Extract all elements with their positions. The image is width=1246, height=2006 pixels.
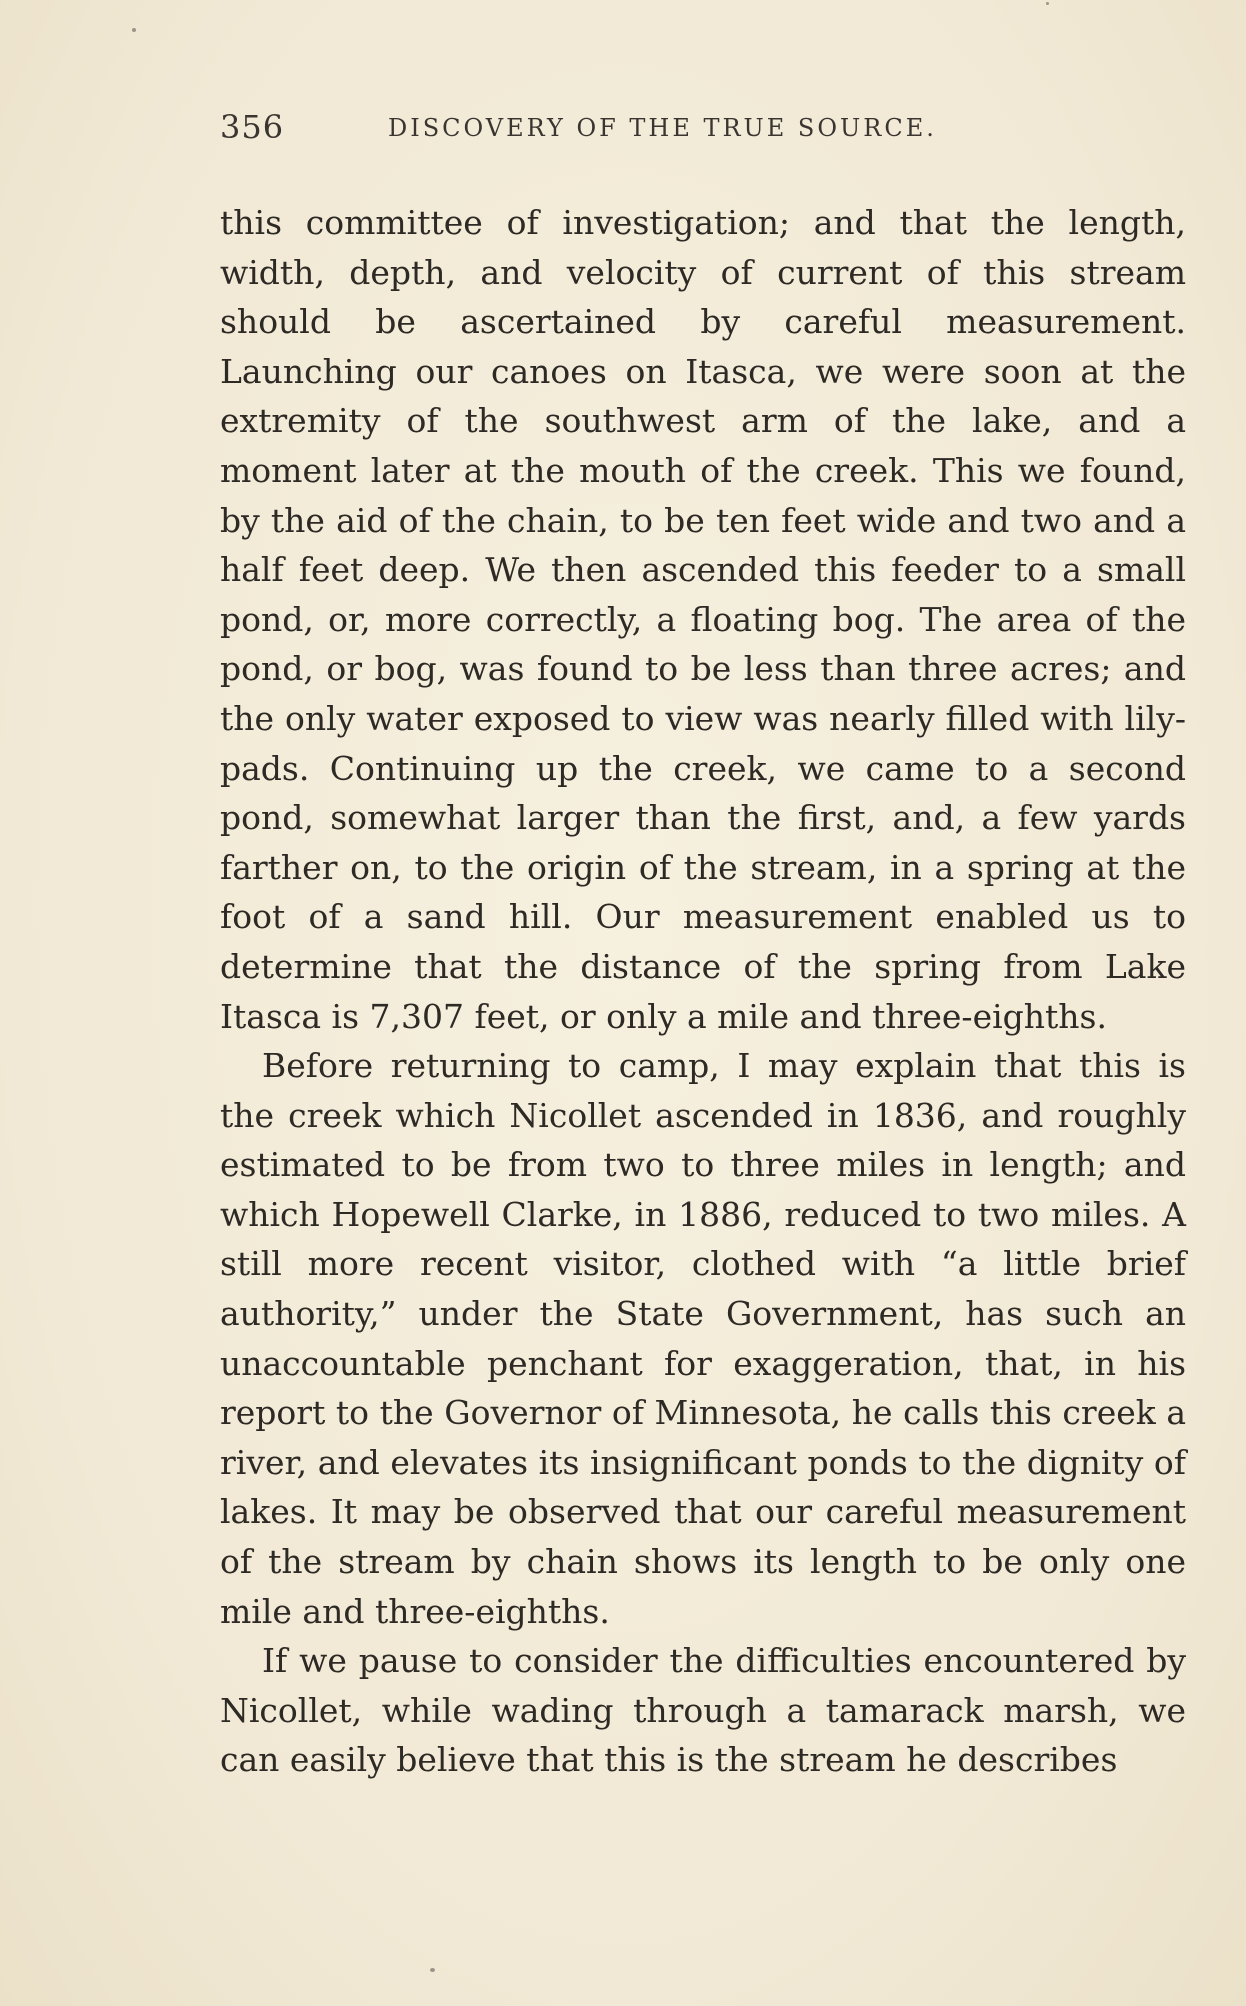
body-text — [220, 198, 1186, 1785]
paragraph-2: Before returning to camp, I may explain that this is the creek which Nicollet ascended in 1836, and roughly estimated to be from two to three miles in length; and which Hopewell Clarke, in 1886, reduced to two miles. A still more recent visitor, clothed with “a little brief authority,” under the State Government, has such an unaccountable penchant for exaggeration, that, in his report to the Governor of Minnesota, he calls this creek a river, and elevates its insignificant ponds to the dignity of lakes. It may be observed that our careful measurement of the stream by chain shows its length to be only one mile and three-eighths. — [220, 1046, 1186, 1631]
paragraph-1: this committee of investigation; and that the length, width, depth, and velocity of current of this stream should be ascertained by careful measurement. Launching our canoes on Itasca, we were soon at the extremity of the southwest arm of the lake, and a moment later at the mouth of the creek. This we found, by the aid of the chain, to be ten feet wide and two and a half feet deep. We then ascended this feeder to a small pond, or, more correctly, a floating bog. The area of the pond, or bog, was found to be less than three acres; and the only water exposed to view was nearly filled with lily-pads. Continuing up the creek, we came to a second pond, somewhat larger than the first, and, a few yards farther on, to the origin of the stream, in a spring at the foot of a sand hill. Our measurement enabled us to determine that the distance of the spring from Lake Itasca is 7,307 feet, or only a mile and three-eighths. — [220, 203, 1186, 1036]
running-head: DISCOVERY OF THE TRUE SOURCE. — [388, 114, 937, 142]
paragraph-3: If we pause to consider the difficulties encountered by Nicollet, while wading through a tamarack marsh, we can easily believe that this is the stream he describes — [220, 1641, 1186, 1780]
paper-speck — [430, 1968, 435, 1972]
page-number: 356 — [220, 108, 285, 146]
paper-speck — [132, 28, 136, 32]
page-header — [220, 108, 1040, 158]
paper-speck — [1046, 2, 1049, 5]
